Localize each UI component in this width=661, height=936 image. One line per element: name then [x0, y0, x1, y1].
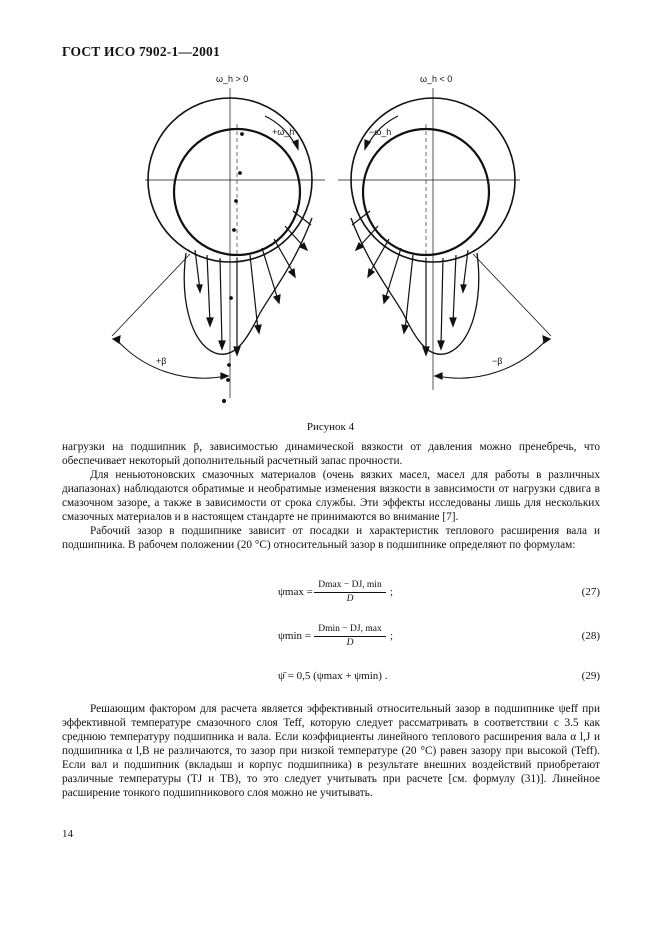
formula-28-lhs: ψmin =	[278, 630, 311, 642]
formula-27-number: (27)	[581, 586, 600, 598]
left-beta-label: +β	[156, 356, 167, 366]
formula-28	[62, 624, 600, 652]
paragraph-3-text: Рабочий зазор в подшипнике зависит от посадки и характеристик теплового расширения вала и подшипника. В рабочем положении (20 °С) относительный зазор в подшипнике определяют по формулам:	[62, 525, 600, 551]
formula-29	[62, 664, 600, 692]
formula-27-fraction	[314, 580, 386, 605]
figure-4-bearing-diagram	[100, 68, 560, 418]
paragraph-3	[62, 524, 600, 552]
formula-28-semicolon: ;	[390, 630, 394, 642]
right-omega-condition-label: ω_h < 0	[420, 74, 453, 84]
left-omega-condition-label: ω_h > 0	[216, 74, 249, 84]
page-header: ГОСТ ИСО 7902-1—2001	[62, 44, 220, 59]
right-beta-label: −β	[492, 356, 503, 366]
paragraph-4	[62, 702, 600, 800]
right-omega-label: −ω_h	[369, 127, 392, 137]
formula-28-denominator: D	[346, 638, 354, 648]
figure-caption: Рисунок 4	[306, 421, 355, 433]
formula-29-expression: ψ̄ = 0,5 (ψmax + ψmin) .	[278, 670, 388, 682]
page-number: 14	[62, 828, 73, 840]
formula-29-number: (29)	[581, 670, 600, 682]
paragraph-2-text: Для неньютоновских смазочных материалов (очень вязких масел, масел для работы в различных диапазонах) наблюдаются обратимые и необратимые изменения вязкости в зависимости от нагрузки сдвига в смазочном зазоре, а также в зависимости от срока службы. Эти эффекты исследованы лишь для нескольких смазочных материалов и в настоящем стандарте не принимаются во внимание [7].	[62, 469, 600, 523]
formula-28-number: (28)	[581, 630, 600, 642]
formula-27-lhs: ψmax =	[278, 586, 313, 598]
paragraph-2	[62, 468, 600, 524]
paragraph-1	[62, 440, 600, 468]
formula-28-numerator: Dmin − DJ, max	[314, 624, 386, 637]
paragraph-1-text: нагрузки на подшипник p̄, зависимостью динамической вязкости от давления можно пренебречь, что обеспечивает некоторый дополнительный расчетный запас прочности.	[62, 441, 600, 467]
formula-27-denominator: D	[346, 594, 354, 604]
formula-27-numerator: Dmax − DJ, min	[314, 580, 386, 593]
paragraph-4-text: Решающим фактором для расчета является эффективный относительный зазор в подшипнике ψeff при эффективной температуре смазочного слоя Teff, которую следует рассматривать в соответствии с 3.5 как среднюю температуру подшипника и вала. Если коэффициенты линейного теплового расширения вала α l,J и подшипника α l,B не различаются, то зазор при низкой температуре (20 °С) равен зазору при высокой (Teff). Если вал и подшипник (вкладыш и корпус подшипника) в результате внешних воздействий приобретают различные температуры (TJ и TB), то это следует учитывать при расчете [см. формулу (31)]. Линейное расширение тонкого подшипникового слоя можно не учитывать.	[62, 703, 600, 799]
formula-27	[62, 580, 600, 608]
formula-28-fraction	[314, 624, 386, 649]
left-omega-label: +ω_h	[272, 127, 295, 137]
formula-27-semicolon: ;	[390, 586, 394, 598]
